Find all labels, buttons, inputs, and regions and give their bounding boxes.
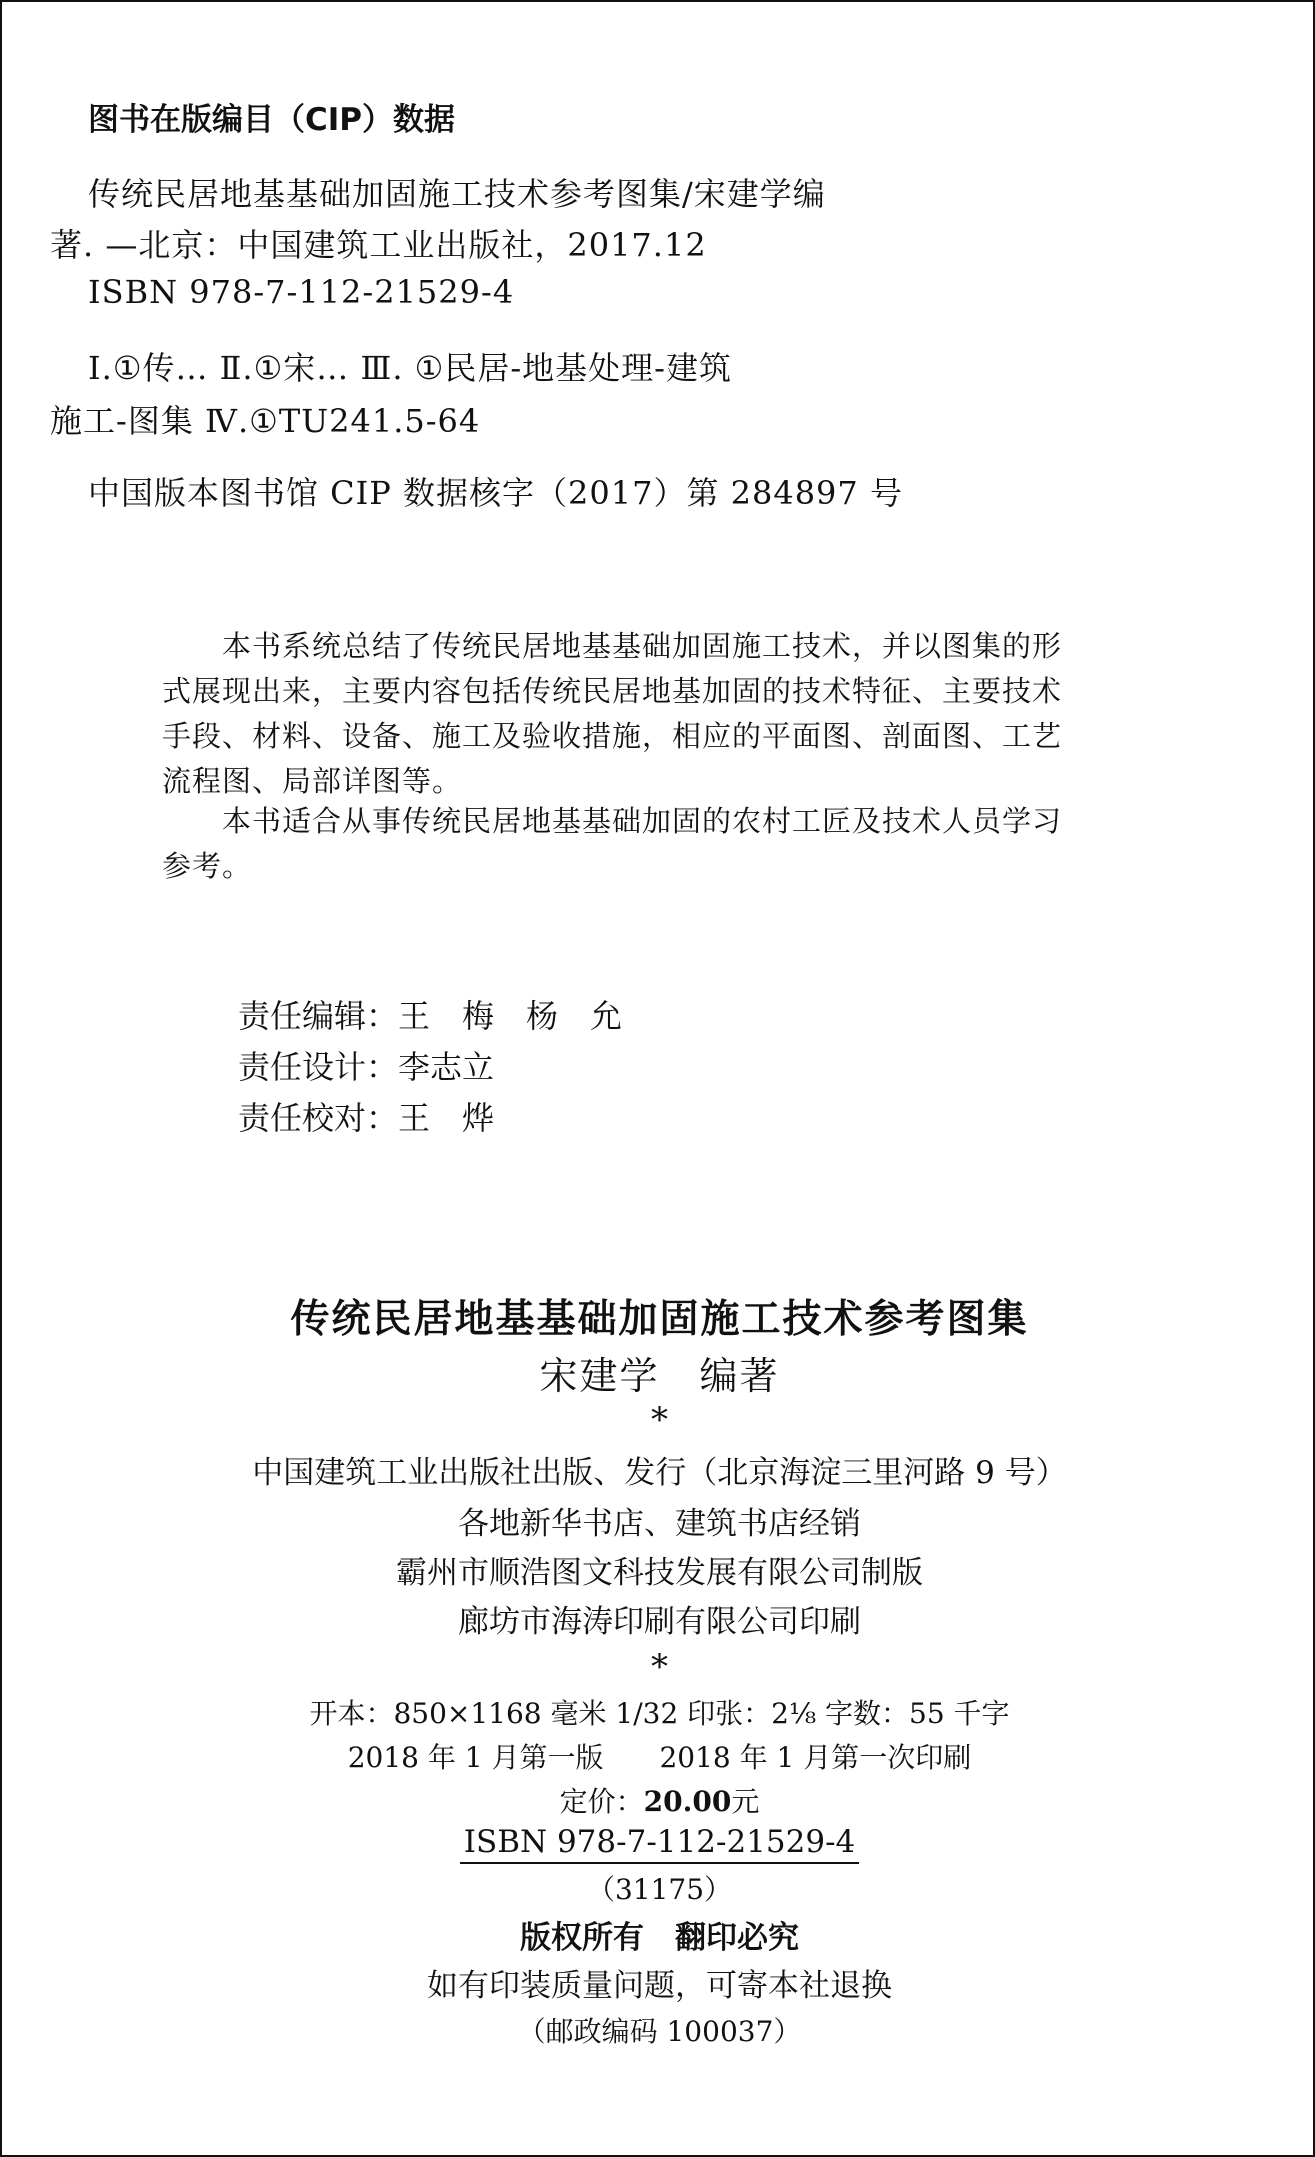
cip-line-3: ISBN 978-7-112-21529-4 [88,273,515,311]
description-line-5: 本书适合从事传统民居地基基础加固的农村工匠及技术人员学习 [222,804,1063,838]
price-line [2,1780,1315,1820]
cip-line-4: Ⅰ.①传… Ⅱ.①宋… Ⅲ. ①民居-地基处理-建筑 [88,349,732,387]
return-notice: 如有印装质量问题，可寄本社退换 [427,1968,892,2004]
classification-code: （31175） [586,1873,733,1906]
separator-star: * [651,1400,668,1440]
distributor-line: 各地新华书店、建筑书店经销 [458,1506,861,1542]
description-line-4: 流程图、局部详图等。 [162,764,463,798]
responsible-designer: 责任设计：李志立 [238,1048,495,1086]
cip-line-2: 著. —北京：中国建筑工业出版社，2017.12 [50,226,707,264]
book-title: 传统民居地基基础加固施工技术参考图集 [290,1297,1029,1342]
postcode-line: （邮政编码 100037） [517,2015,802,2048]
format-line: 开本：850×1168 毫米 1/32 印张：2⅛ 字数：55 千字 [309,1697,1010,1730]
description-line-2: 式展现出来，主要内容包括传统民居地基加固的技术特征、主要技术 [162,674,1063,708]
copyright-notice: 版权所有 翻印必究 [520,1920,799,1956]
plate-maker-line: 霸州市顺浩图文科技发展有限公司制版 [396,1555,923,1591]
cip-line-6: 中国版本图书馆 CIP 数据核字（2017）第 284897 号 [88,474,903,512]
price-label: 定价： [559,1785,644,1818]
description-line-1: 本书系统总结了传统民居地基基础加固施工技术，并以图集的形 [222,629,1063,663]
cip-line-1: 传统民居地基基础加固施工技术参考图集/宋建学编 [88,175,826,213]
publisher-line: 中国建筑工业出版社出版、发行（北京海淀三里河路 9 号） [252,1455,1067,1491]
price-unit: 元 [731,1785,760,1818]
description-line-6: 参考。 [162,849,253,883]
description-line-3: 手段、材料、设备、施工及验收措施，相应的平面图、剖面图、工艺 [162,719,1063,753]
cip-heading: 图书在版编目（CIP）数据 [88,102,456,138]
isbn: ISBN 978-7-112-21529-4 [460,1824,860,1864]
separator-star-2: * [651,1647,668,1687]
author-line: 宋建学 编著 [539,1354,780,1398]
responsible-editor: 责任编辑：王 梅 杨 允 [238,997,623,1035]
price-value: 20.00 [643,1785,732,1818]
edition-line: 2018 年 1 月第一版 2018 年 1 月第一次印刷 [347,1741,972,1774]
printer-line: 廊坊市海涛印刷有限公司印刷 [458,1604,861,1640]
cip-line-5: 施工-图集 Ⅳ.①TU241.5-64 [50,402,481,440]
responsible-proofreader: 责任校对：王 烨 [238,1099,495,1137]
isbn-line [2,1824,1315,1864]
